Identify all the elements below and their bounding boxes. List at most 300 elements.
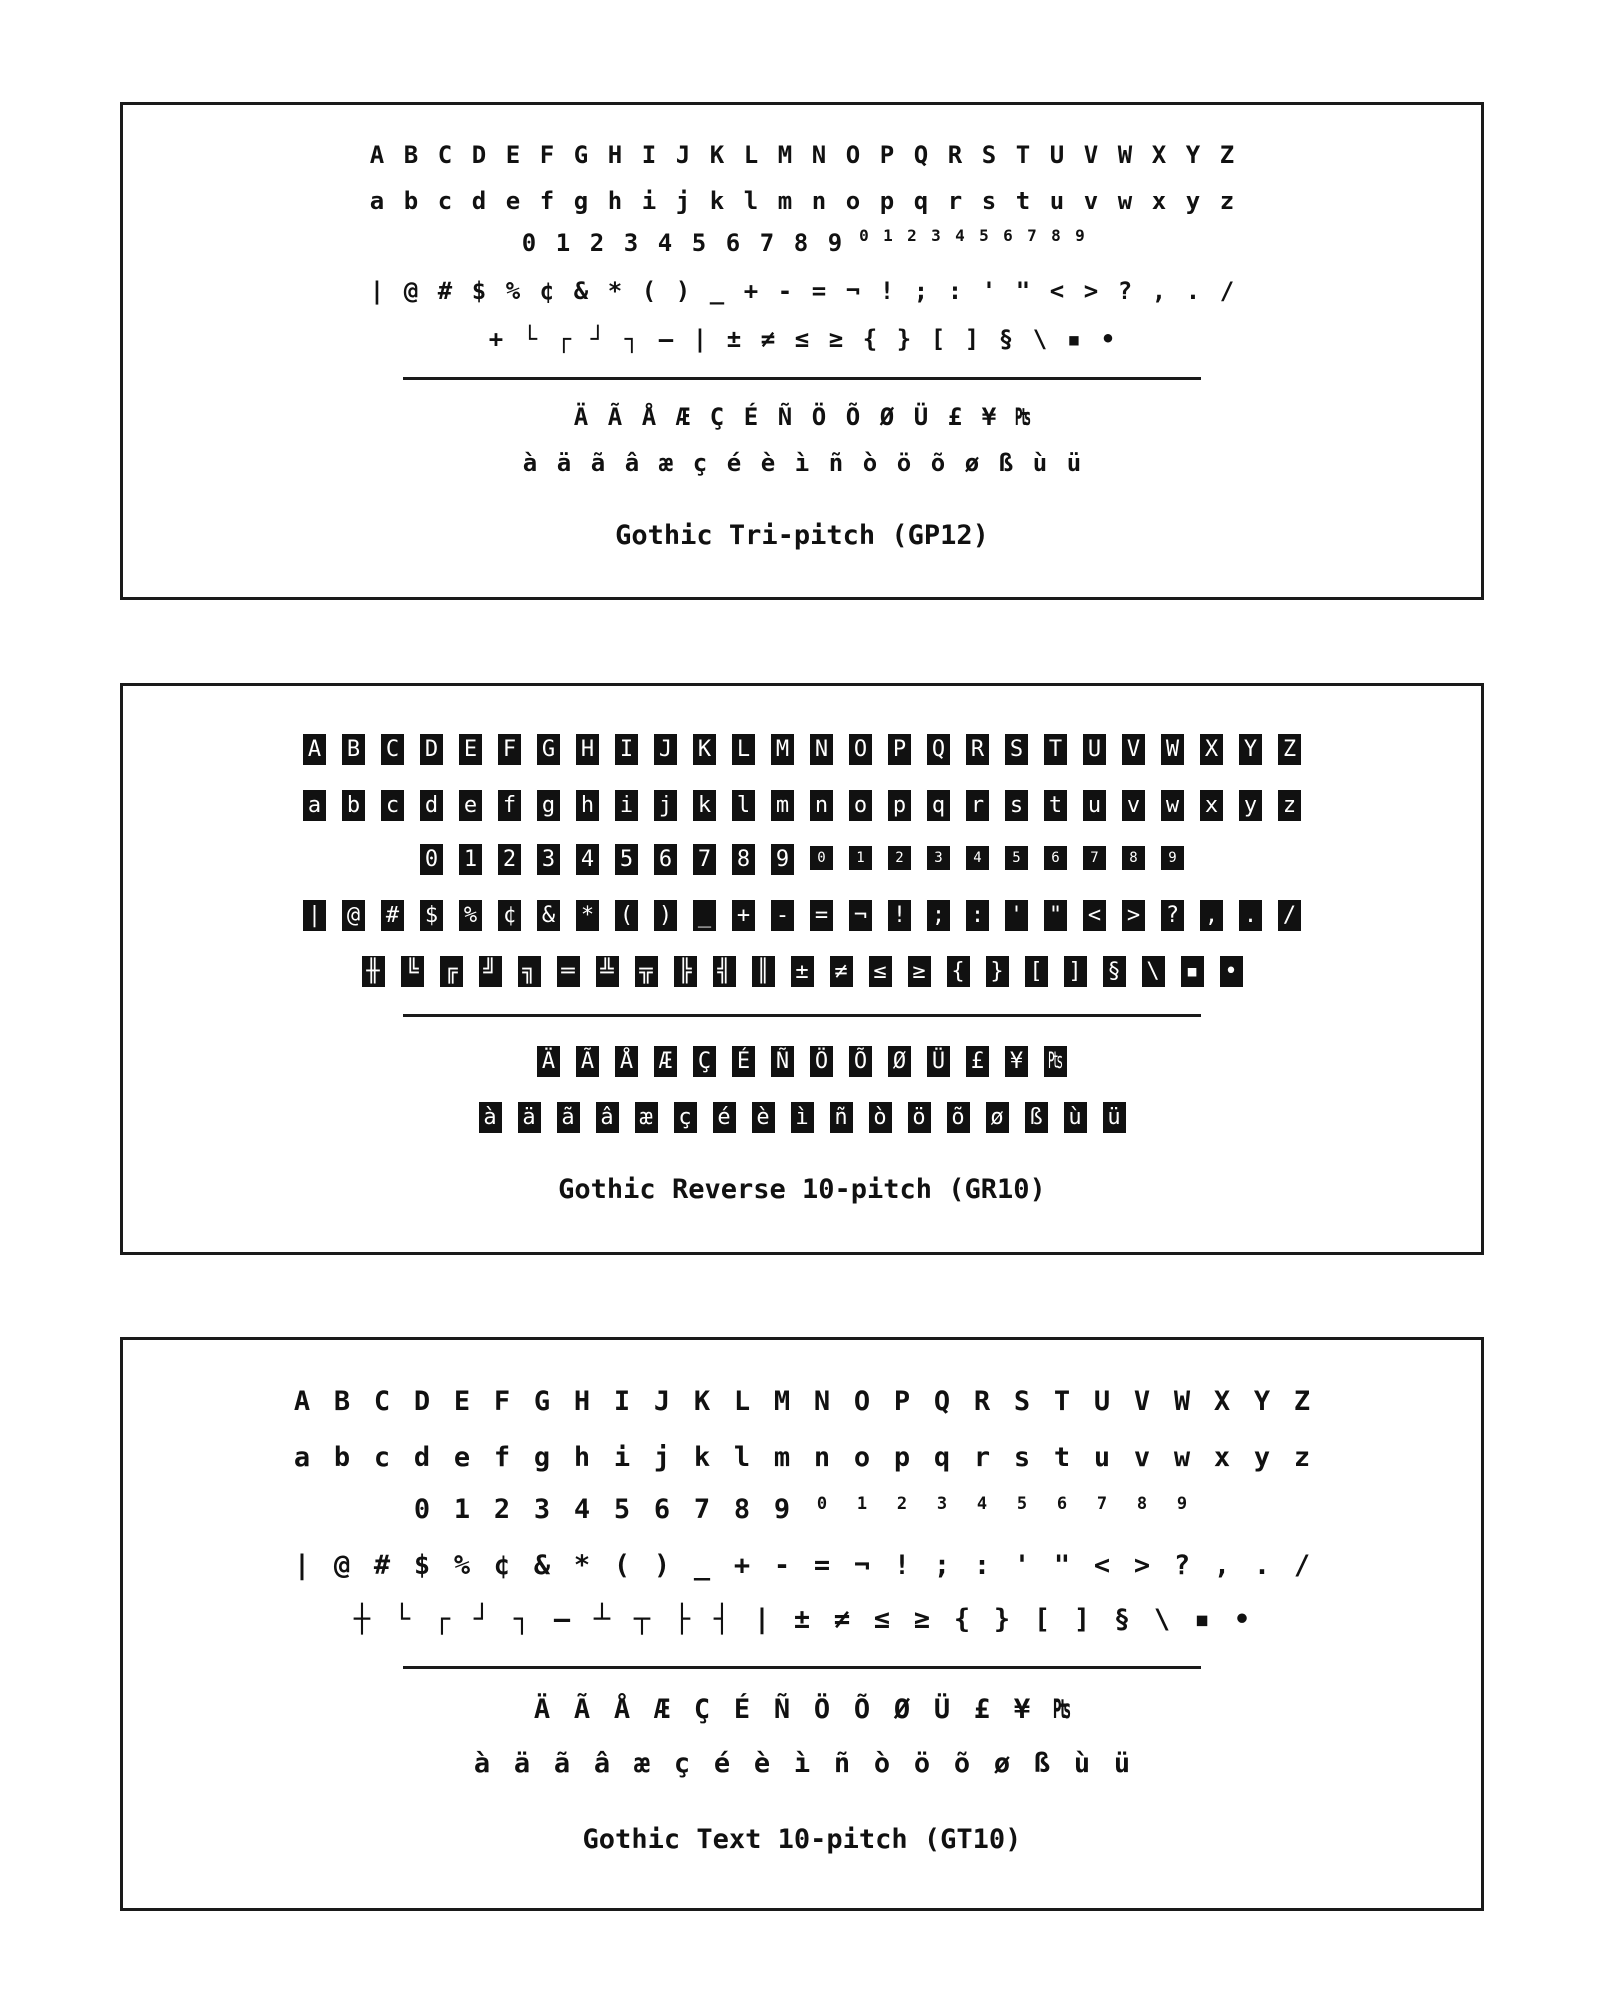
glyph: n [810, 790, 833, 821]
glyph: è [760, 449, 776, 477]
glyph: h [576, 790, 599, 821]
glyph: ß [1033, 1748, 1051, 1779]
glyph: < [1093, 1550, 1111, 1581]
glyph: ├ [673, 1604, 691, 1635]
glyph: I [615, 734, 638, 765]
glyph: u [1049, 187, 1065, 215]
glyph: < [1083, 900, 1106, 931]
glyph: d [413, 1442, 431, 1473]
glyph: & [573, 277, 589, 305]
glyph: I [641, 141, 657, 169]
glyph: 6 [1056, 1494, 1068, 1514]
symbols-row [123, 900, 1481, 931]
glyph: 0 [810, 846, 833, 870]
glyph: ╗ [518, 956, 541, 987]
glyph: Y [1253, 1386, 1271, 1417]
glyph: C [437, 141, 453, 169]
glyph: _ [693, 1550, 711, 1581]
glyph: 5 [979, 226, 989, 245]
glyph: S [1005, 734, 1028, 765]
glyph: 1 [849, 846, 872, 870]
glyph: a [303, 790, 326, 821]
glyph: ? [1117, 277, 1133, 305]
lowercase-row [123, 1444, 1481, 1471]
glyph: % [505, 277, 521, 305]
glyph: b [333, 1442, 351, 1473]
glyph: 7 [1096, 1494, 1108, 1514]
glyph: Å [641, 403, 657, 431]
digits-group [412, 844, 802, 875]
glyph: Ä [533, 1694, 551, 1725]
glyph: o [853, 1442, 871, 1473]
glyph: E [505, 141, 521, 169]
glyph: G [573, 141, 589, 169]
glyph: J [653, 1386, 671, 1417]
glyph: ₧ [1053, 1694, 1071, 1725]
glyph: à [473, 1748, 491, 1779]
glyph: + [488, 325, 504, 353]
glyph: D [413, 1386, 431, 1417]
glyph: Ä [573, 403, 589, 431]
glyph: k [709, 187, 725, 215]
glyph: 3 [936, 1494, 948, 1514]
glyph: + [733, 1550, 751, 1581]
glyph: Y [1239, 734, 1262, 765]
glyph: d [420, 790, 443, 821]
glyph: [ [1033, 1604, 1051, 1635]
glyph: ≠ [760, 325, 776, 353]
glyph: W [1173, 1386, 1191, 1417]
glyph: Ñ [777, 403, 793, 431]
glyph: ¥ [981, 403, 997, 431]
glyph: - [771, 900, 794, 931]
glyph: K [693, 734, 716, 765]
glyph: / [1293, 1550, 1311, 1581]
glyph: T [1015, 141, 1031, 169]
glyph: └ [522, 325, 538, 353]
glyph: L [732, 734, 755, 765]
glyph: 5 [691, 229, 707, 257]
glyph: ┴ [593, 1604, 611, 1635]
glyph: g [533, 1442, 551, 1473]
glyph: ¬ [849, 900, 872, 931]
glyph: x [1213, 1442, 1231, 1473]
glyph: 5 [615, 844, 638, 875]
glyph: 4 [976, 1494, 988, 1514]
glyph: Ø [893, 1694, 911, 1725]
glyph: ╝ [479, 956, 502, 987]
glyph: ╦ [635, 956, 658, 987]
glyph: g [573, 187, 589, 215]
glyph: ≥ [908, 956, 931, 987]
glyph: 0 [859, 226, 869, 245]
glyph: " [1015, 277, 1031, 305]
glyph: ß [998, 449, 1014, 477]
glyph: J [654, 734, 677, 765]
glyph: ≠ [830, 956, 853, 987]
accented-lower-row [123, 1102, 1481, 1133]
glyph: ã [553, 1748, 571, 1779]
glyph: c [437, 187, 453, 215]
glyph: i [641, 187, 657, 215]
glyph: * [573, 1550, 591, 1581]
digits-row [123, 1496, 1481, 1523]
glyph: ; [913, 277, 929, 305]
glyph: § [998, 325, 1014, 353]
glyph: 3 [533, 1494, 551, 1525]
glyph: | [753, 1604, 771, 1635]
glyph: 4 [966, 846, 989, 870]
glyph: — [658, 325, 674, 353]
glyph: B [333, 1386, 351, 1417]
glyph: h [607, 187, 623, 215]
glyph: , [1200, 900, 1223, 931]
glyph: ¢ [539, 277, 555, 305]
glyph: ç [674, 1102, 697, 1133]
glyph: } [986, 956, 1009, 987]
glyph: : [966, 900, 989, 931]
accented-upper-row [123, 1046, 1481, 1077]
glyph: â [624, 449, 640, 477]
glyph: ß [1025, 1102, 1048, 1133]
glyph: e [505, 187, 521, 215]
glyph: N [813, 1386, 831, 1417]
glyph: G [537, 734, 560, 765]
glyph: Ä [537, 1046, 560, 1077]
glyph: R [966, 734, 989, 765]
glyph: ¬ [845, 277, 861, 305]
glyph: - [777, 277, 793, 305]
glyph: % [453, 1550, 471, 1581]
glyph: s [1005, 790, 1028, 821]
glyph: ) [675, 277, 691, 305]
glyph: ¥ [1013, 1694, 1031, 1725]
glyph: Ø [879, 403, 895, 431]
glyph: X [1213, 1386, 1231, 1417]
glyph: ▪ [1193, 1604, 1211, 1635]
glyph: 3 [537, 844, 560, 875]
glyph: R [947, 141, 963, 169]
glyph: Ç [693, 1694, 711, 1725]
glyph: ¥ [1005, 1046, 1028, 1077]
glyph: q [933, 1442, 951, 1473]
glyph: ! [888, 900, 911, 931]
glyph: Ã [607, 403, 623, 431]
glyph: @ [333, 1550, 351, 1581]
glyph: 3 [931, 226, 941, 245]
glyph: ; [927, 900, 950, 931]
glyph: Ü [933, 1694, 951, 1725]
glyph: Å [615, 1046, 638, 1077]
glyph: 0 [816, 1494, 828, 1514]
glyph: ) [654, 900, 677, 931]
glyph: ] [964, 325, 980, 353]
glyph: { [953, 1604, 971, 1635]
glyph: 5 [1005, 846, 1028, 870]
glyph: \ [1032, 325, 1048, 353]
glyph: ¢ [493, 1550, 511, 1581]
glyph: F [498, 734, 521, 765]
glyph: 8 [733, 1494, 751, 1525]
divider-rule [403, 1014, 1201, 1017]
glyph: 9 [771, 844, 794, 875]
glyph: > [1122, 900, 1145, 931]
glyph: N [811, 141, 827, 169]
glyph: B [403, 141, 419, 169]
glyph: X [1200, 734, 1223, 765]
glyph: æ [635, 1102, 658, 1133]
glyph: ü [1103, 1102, 1126, 1133]
glyph: ò [873, 1748, 891, 1779]
glyph: * [576, 900, 599, 931]
glyph: ╔ [440, 956, 463, 987]
glyph: 1 [459, 844, 482, 875]
glyph: ≥ [828, 325, 844, 353]
glyph: ? [1161, 900, 1184, 931]
glyph: A [303, 734, 326, 765]
glyph: 6 [653, 1494, 671, 1525]
glyph: ┬ [633, 1604, 651, 1635]
glyph: " [1053, 1550, 1071, 1581]
specimen-caption: Gothic Reverse 10-pitch (GR10) [558, 1174, 1046, 1205]
glyph: 2 [493, 1494, 511, 1525]
glyph: ( [641, 277, 657, 305]
glyph: U [1083, 734, 1106, 765]
glyph: J [675, 141, 691, 169]
glyph: { [947, 956, 970, 987]
superscript-digits-group [802, 846, 1192, 870]
glyph: ö [908, 1102, 931, 1133]
glyph: É [733, 1694, 751, 1725]
glyph: k [693, 1442, 711, 1473]
glyph: ₧ [1015, 403, 1031, 431]
glyph: , [1213, 1550, 1231, 1581]
glyph: = [811, 277, 827, 305]
glyph: i [615, 790, 638, 821]
glyph: ã [590, 449, 606, 477]
glyph: ö [896, 449, 912, 477]
accented-lower-row [123, 1750, 1481, 1777]
glyph: S [1013, 1386, 1031, 1417]
glyph: u [1083, 790, 1106, 821]
glyph: â [596, 1102, 619, 1133]
glyph: ╠ [674, 956, 697, 987]
glyph: 7 [1083, 846, 1106, 870]
glyph: m [771, 790, 794, 821]
glyph: $ [420, 900, 443, 931]
glyph: c [381, 790, 404, 821]
glyph: l [732, 790, 755, 821]
glyph: K [709, 141, 725, 169]
glyph: . [1253, 1550, 1271, 1581]
glyph: Ã [576, 1046, 599, 1077]
glyph: Ö [811, 403, 827, 431]
glyph: ≠ [833, 1604, 851, 1635]
glyph: £ [966, 1046, 989, 1077]
glyph: 8 [732, 844, 755, 875]
glyph: z [1293, 1442, 1311, 1473]
glyph: ' [1013, 1550, 1031, 1581]
glyph: # [381, 900, 404, 931]
glyph: y [1185, 187, 1201, 215]
glyph: 9 [1075, 226, 1085, 245]
accented-lower-row [123, 451, 1481, 475]
glyph: õ [947, 1102, 970, 1133]
glyph: $ [471, 277, 487, 305]
glyph: Q [913, 141, 929, 169]
glyph: ║ [752, 956, 775, 987]
glyph: | [369, 277, 385, 305]
glyph: 6 [654, 844, 677, 875]
glyph: Z [1293, 1386, 1311, 1417]
glyph: ? [1173, 1550, 1191, 1581]
glyph: C [373, 1386, 391, 1417]
glyph: W [1117, 141, 1133, 169]
glyph: e [453, 1442, 471, 1473]
glyph: é [713, 1748, 731, 1779]
glyph: é [713, 1102, 736, 1133]
glyph: m [773, 1442, 791, 1473]
glyph: [ [930, 325, 946, 353]
glyph: 9 [1176, 1494, 1188, 1514]
glyph: w [1117, 187, 1133, 215]
glyph: = [810, 900, 833, 931]
glyph: ì [794, 449, 810, 477]
glyph: a [293, 1442, 311, 1473]
glyph: U [1049, 141, 1065, 169]
glyph: ¢ [498, 900, 521, 931]
glyph: ┘ [473, 1604, 491, 1635]
glyph: § [1113, 1604, 1131, 1635]
glyph: w [1173, 1442, 1191, 1473]
glyph: @ [342, 900, 365, 931]
glyph: Õ [849, 1046, 872, 1077]
glyph: É [732, 1046, 755, 1077]
glyph: ┐ [624, 325, 640, 353]
glyph: 2 [589, 229, 605, 257]
glyph: s [1013, 1442, 1031, 1473]
digits-group [512, 231, 852, 255]
glyph: ≤ [869, 956, 892, 987]
glyph: # [437, 277, 453, 305]
specimen-gothic-reverse [120, 683, 1484, 1255]
glyph: f [493, 1442, 511, 1473]
glyph: + [732, 900, 755, 931]
box-drawing-row [123, 956, 1481, 987]
glyph: ╚ [401, 956, 424, 987]
glyph: G [533, 1386, 551, 1417]
glyph: 7 [759, 229, 775, 257]
glyph: ┌ [433, 1604, 451, 1635]
box-drawing-row [123, 1606, 1481, 1633]
glyph: > [1083, 277, 1099, 305]
glyph: ä [513, 1748, 531, 1779]
glyph: E [459, 734, 482, 765]
glyph: É [743, 403, 759, 431]
glyph: ø [993, 1748, 1011, 1779]
glyph: • [1233, 1604, 1251, 1635]
glyph: M [777, 141, 793, 169]
glyph: 4 [657, 229, 673, 257]
glyph: s [981, 187, 997, 215]
glyph: . [1185, 277, 1201, 305]
glyph: | [692, 325, 708, 353]
glyph: | [293, 1550, 311, 1581]
glyph: 5 [613, 1494, 631, 1525]
glyph: @ [403, 277, 419, 305]
glyph: ò [862, 449, 878, 477]
glyph: ± [726, 325, 742, 353]
glyph: { [862, 325, 878, 353]
glyph: 8 [1136, 1494, 1148, 1514]
glyph: Q [927, 734, 950, 765]
glyph: ò [869, 1102, 892, 1133]
glyph: Ã [573, 1694, 591, 1725]
glyph: A [369, 141, 385, 169]
glyph: ┌ [556, 325, 572, 353]
glyph: [ [1025, 956, 1048, 987]
glyph: n [813, 1442, 831, 1473]
glyph: Ç [709, 403, 725, 431]
glyph: ù [1073, 1748, 1091, 1779]
accented-upper-row [123, 405, 1481, 429]
glyph: 8 [793, 229, 809, 257]
glyph: Æ [675, 403, 691, 431]
superscript-digits-group [802, 1494, 1202, 1513]
glyph: õ [930, 449, 946, 477]
glyph: e [459, 790, 482, 821]
glyph: C [381, 734, 404, 765]
specimen-caption: Gothic Text 10-pitch (GT10) [582, 1824, 1022, 1855]
glyph: " [1044, 900, 1067, 931]
glyph: 4 [955, 226, 965, 245]
glyph: } [993, 1604, 1011, 1635]
glyph: ö [913, 1748, 931, 1779]
glyph: ═ [557, 956, 580, 987]
glyph: p [893, 1442, 911, 1473]
glyph: ≥ [913, 1604, 931, 1635]
glyph: ñ [833, 1748, 851, 1779]
glyph: N [810, 734, 833, 765]
glyph: + [743, 277, 759, 305]
glyph: R [973, 1386, 991, 1417]
glyph: 6 [725, 229, 741, 257]
glyph: \ [1142, 956, 1165, 987]
glyph: ( [613, 1550, 631, 1581]
glyph: ø [964, 449, 980, 477]
glyph: m [777, 187, 793, 215]
glyph: ç [673, 1748, 691, 1779]
glyph: = [813, 1550, 831, 1581]
glyph: • [1220, 956, 1243, 987]
glyph: B [342, 734, 365, 765]
specimen-gothic-tri-pitch [120, 102, 1484, 600]
glyph: / [1278, 900, 1301, 931]
glyph: b [403, 187, 419, 215]
glyph: ù [1064, 1102, 1087, 1133]
glyph: y [1253, 1442, 1271, 1473]
glyph: ] [1064, 956, 1087, 987]
glyph: j [653, 1442, 671, 1473]
glyph: L [733, 1386, 751, 1417]
glyph: S [981, 141, 997, 169]
glyph: 8 [1051, 226, 1061, 245]
glyph: z [1278, 790, 1301, 821]
glyph: Ç [693, 1046, 716, 1077]
glyph: ┘ [590, 325, 606, 353]
glyph: v [1133, 1442, 1151, 1473]
glyph: W [1161, 734, 1184, 765]
